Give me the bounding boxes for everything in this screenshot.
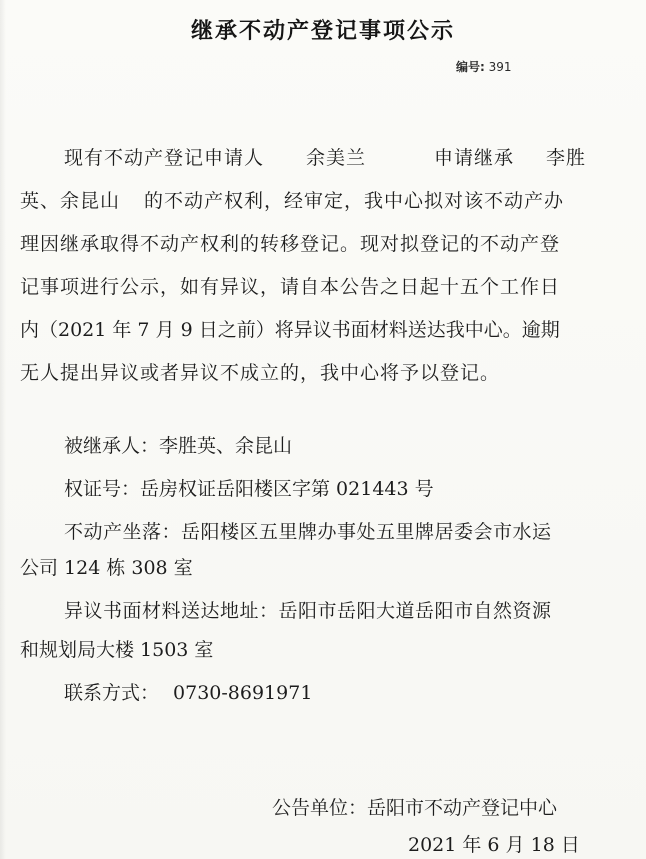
heir-name-part: 英、余昆山: [20, 190, 121, 212]
contact-row: [64, 678, 312, 705]
objection-address-value: 岳阳市岳阳大道岳阳市自然资源: [278, 600, 552, 622]
serial-value: 391: [488, 60, 512, 74]
contact-value: 0730-8691971: [173, 682, 313, 704]
paragraph-text: 的不动产权利，经审定，我中心拟对该不动产办: [144, 190, 565, 212]
certificate-value: 岳房权证岳阳楼区字第 021443 号: [140, 478, 434, 500]
paragraph-line-3: 理因继承取得不动产权利的转移登记。现对拟登记的不动产登: [20, 233, 561, 255]
paragraph-line-4: 记事项进行公示，如有异议，请自本公告之日起十五个工作日: [20, 276, 561, 298]
issuing-unit-label: 公告单位：: [272, 797, 368, 819]
certificate-row: [64, 474, 434, 501]
inherited-person-row: [64, 431, 292, 458]
inherited-person-label: 被继承人：: [64, 435, 160, 457]
paragraph-line-1: [64, 143, 586, 170]
paragraph-line-6: 无人提出异议或者异议不成立的，我中心将予以登记。: [20, 362, 501, 384]
page-title: 继承不动产登记事项公示: [190, 19, 455, 44]
location-value: 岳阳楼区五里牌办事处五里牌居委会市水运: [181, 521, 552, 543]
objection-address-label: 异议书面材料送达地址：: [64, 600, 279, 622]
contact-label: 联系方式：: [64, 682, 160, 704]
scan-shadow-edge: [0, 0, 6, 859]
issuing-unit-value: 岳阳市不动产登记中心: [367, 797, 558, 819]
serial-number: [456, 58, 512, 75]
location-row-continued: 公司 124 栋 308 室: [20, 557, 193, 579]
heir-name-part: 李胜: [546, 147, 587, 169]
location-row: [64, 517, 552, 544]
issue-date: 2021 年 6 月 18 日: [408, 834, 580, 856]
issuing-unit: [272, 793, 557, 820]
paragraph-text: 现有不动产登记申请人: [64, 147, 265, 169]
applicant-name: 余美兰: [306, 147, 367, 169]
paragraph-text: 申请继承: [434, 147, 515, 169]
paragraph-line-2: [20, 186, 564, 213]
objection-address-continued: 和规划局大楼 1503 室: [20, 639, 214, 661]
objection-address-row: [64, 596, 552, 623]
certificate-label: 权证号：: [64, 478, 141, 500]
location-label: 不动产坐落：: [64, 521, 182, 543]
inherited-person-value: 李胜英、余昆山: [159, 435, 293, 457]
paragraph-line-5: 内（2021 年 7 月 9 日之前）将异议书面材料送达我中心。逾期: [20, 319, 560, 341]
serial-label: 编号:: [456, 60, 485, 74]
